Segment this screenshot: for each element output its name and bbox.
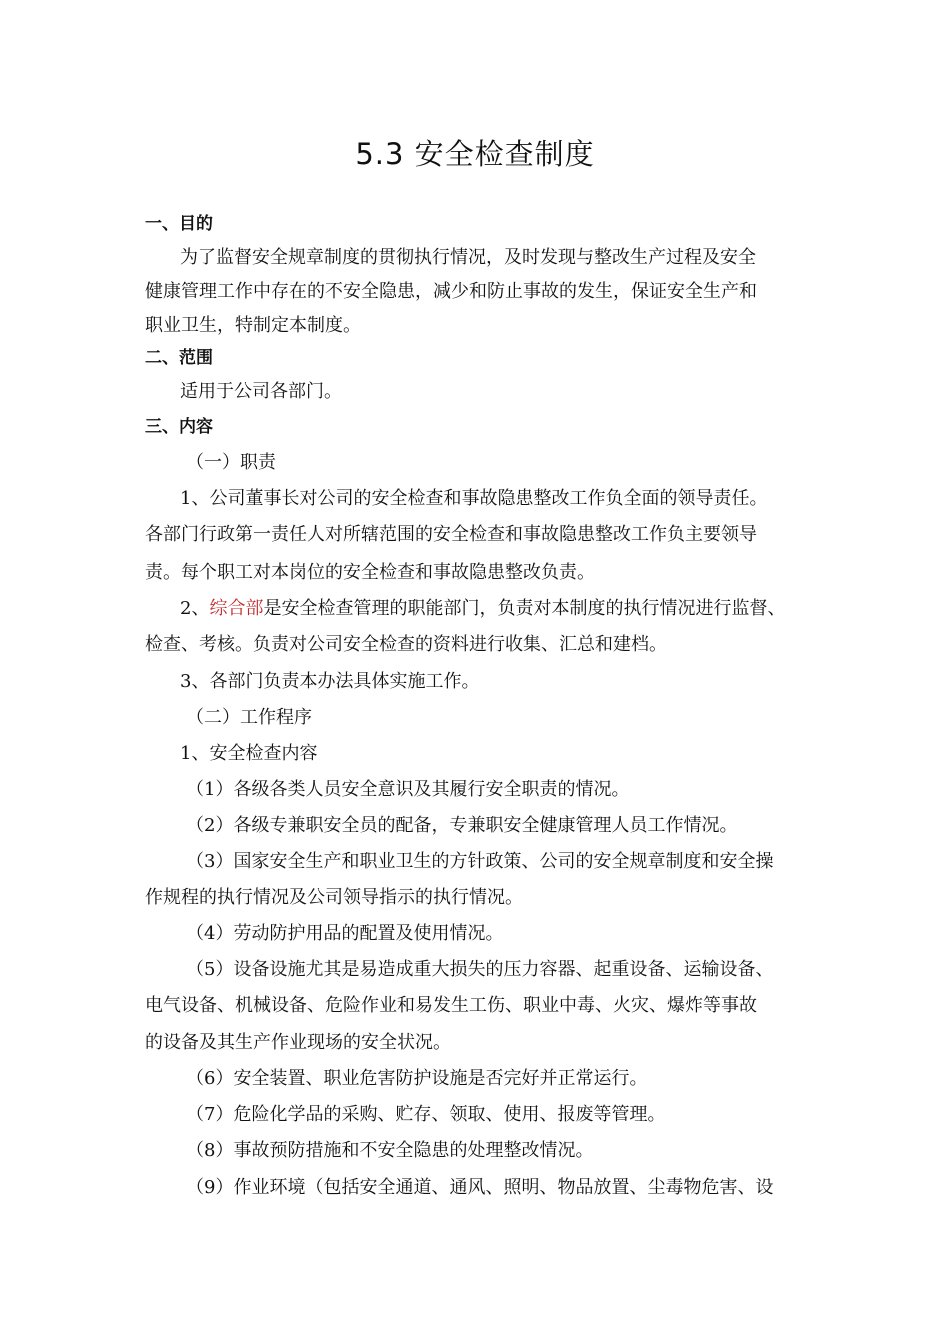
- duty-line: 3、各部门负责本办法具体实施工作。: [180, 671, 480, 692]
- check-item: （2）各级专兼职安全员的配备，专兼职安全健康管理人员工作情况。: [186, 815, 738, 836]
- subsection-heading-procedure: （二）工作程序: [186, 707, 312, 728]
- duty2-rest: 是安全检查管理的职能部门，负责对本制度的执行情况进行监督、: [263, 598, 786, 619]
- check-item: （1）各级各类人员安全意识及其履行安全职责的情况。: [186, 779, 630, 800]
- purpose-line: 职业卫生，特制定本制度。: [145, 315, 361, 336]
- check-item: （4）劳动防护用品的配置及使用情况。: [186, 923, 504, 944]
- check-item: （5）设备设施尤其是易造成重大损失的压力容器、起重设备、运输设备、: [186, 959, 774, 980]
- highlighted-department: 综合部: [209, 598, 264, 619]
- section-heading-scope: 二、范围: [145, 348, 213, 368]
- check-item: （6）安全装置、职业危害防护设施是否完好并正常运行。: [186, 1068, 648, 1089]
- check-item: （3）国家安全生产和职业卫生的方针政策、公司的安全规章制度和安全操: [186, 851, 774, 872]
- duty-line: 检查、考核。负责对公司安全检查的资料进行收集、汇总和建档。: [145, 634, 667, 655]
- duty-line: 责。每个职工对本岗位的安全检查和事故隐患整改负责。: [145, 562, 595, 583]
- page-title: 5.3 安全检查制度: [355, 137, 595, 171]
- purpose-line: 健康管理工作中存在的不安全隐患，减少和防止事故的发生，保证安全生产和: [145, 281, 757, 302]
- section-heading-purpose: 一、目的: [145, 214, 213, 234]
- check-item-continued: 电气设备、机械设备、危险作业和易发生工伤、职业中毒、火灾、爆炸等事故: [145, 995, 757, 1016]
- scope-text: 适用于公司各部门。: [180, 381, 342, 402]
- check-content-heading: 1、安全检查内容: [180, 743, 318, 764]
- check-item: （9）作业环境（包括安全通道、通风、照明、物品放置、尘毒物危害、设: [186, 1177, 774, 1198]
- section-heading-content: 三、内容: [145, 417, 213, 437]
- duty2-prefix: 2、: [180, 598, 210, 619]
- subsection-heading-duty: （一）职责: [186, 452, 276, 473]
- purpose-line: 为了监督安全规章制度的贯彻执行情况，及时发现与整改生产过程及安全: [180, 247, 756, 268]
- check-item-continued: 作规程的执行情况及公司领导指示的执行情况。: [145, 887, 523, 908]
- duty-line: 1、公司董事长对公司的安全检查和事故隐患整改工作负全面的领导责任。: [180, 488, 768, 509]
- check-item: （7）危险化学品的采购、贮存、领取、使用、报废等管理。: [186, 1104, 666, 1125]
- duty-line: 各部门行政第一责任人对所辖范围的安全检查和事故隐患整改工作负主要领导: [145, 524, 757, 545]
- duty-line-2: [180, 597, 785, 621]
- check-item: （8）事故预防措施和不安全隐患的处理整改情况。: [186, 1140, 594, 1161]
- check-item-continued: 的设备及其生产作业现场的安全状况。: [145, 1032, 451, 1053]
